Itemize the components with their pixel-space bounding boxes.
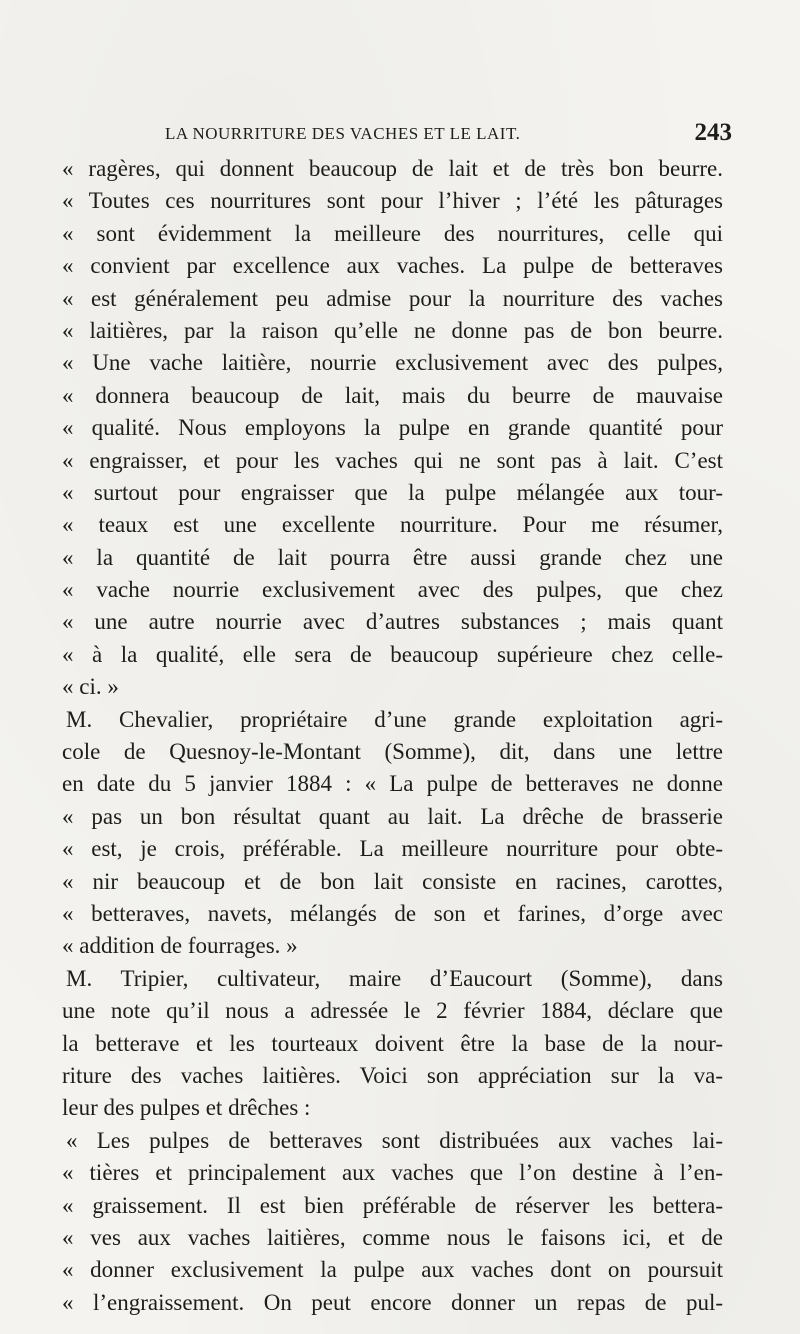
text-line: cole de Quesnoy-le-Montant (Somme), dit, dans une lettre	[62, 739, 723, 765]
text-line: « ragères, qui donnent beaucoup de lait et de très bon beurre.	[62, 156, 723, 181]
text-line: « donnera beaucoup de lait, mais du beurre de mauvaise	[62, 382, 723, 408]
text-line: « est généralement peu admise pour la nourriture des vaches	[62, 285, 723, 311]
running-title: LA NOURRITURE DES VACHES ET LE LAIT.	[165, 124, 521, 143]
page-number: 243	[694, 119, 732, 146]
text-line: « addition de fourrages. »	[62, 933, 298, 959]
text-line: « l’engraissement. On peut encore donner un repas de pul-	[62, 1289, 723, 1315]
text-line: « qualité. Nous employons la pulpe en grande quantité pour	[62, 415, 723, 441]
text-line: « sont évidemment la meilleure des nourritures, celle qui	[62, 220, 723, 246]
text-line: « donner exclusivement la pulpe aux vaches dont on poursuit	[62, 1257, 723, 1283]
text-line: leur des pulpes et drêches :	[62, 1095, 311, 1121]
text-line: « betteraves, navets, mélangés de son et farines, d’orge avec	[62, 900, 723, 926]
text-line: riture des vaches laitières. Voici son appréciation sur la va-	[62, 1062, 723, 1088]
text-line: « une autre nourrie avec d’autres substances ; mais quant	[62, 609, 723, 635]
paragraph-first-line: M. Chevalier, propriétaire d’une grande exploitation agri-	[66, 706, 723, 732]
text-line: « Une vache laitière, nourrie exclusivement avec des pulpes,	[62, 350, 723, 376]
text-line: « surtout pour engraisser que la pulpe mélangée aux tour-	[62, 479, 723, 505]
paragraph-first-line: « Les pulpes de betteraves sont distribuées aux vaches lai-	[66, 1127, 723, 1153]
text-line: « à la qualité, elle sera de beaucoup supérieure chez celle-	[62, 641, 723, 667]
page-header	[50, 119, 740, 156]
text-line: « vache nourrie exclusivement avec des pulpes, que chez	[62, 577, 723, 603]
text-line: « engraisser, et pour les vaches qui ne sont pas à lait. C’est	[62, 447, 723, 473]
text-line: « tières et principalement aux vaches que l’on destine à l’en-	[62, 1160, 723, 1186]
text-line: la betterave et les tourteaux doivent être la base de la nour-	[62, 1030, 723, 1056]
text-line: « nir beaucoup et de bon lait consiste en racines, carottes,	[62, 868, 723, 894]
text-line: « ves aux vaches laitières, comme nous le faisons ici, et de	[62, 1224, 723, 1250]
text-line: une note qu’il nous a adressée le 2 février 1884, déclare que	[62, 998, 723, 1024]
text-line: « Toutes ces nourritures sont pour l’hiver ; l’été les pâturages	[62, 188, 723, 214]
text-line: « graissement. Il est bien préférable de réserver les bettera-	[62, 1192, 723, 1218]
text-line: « convient par excellence aux vaches. La pulpe de betteraves	[62, 253, 723, 279]
body-text	[62, 153, 723, 1319]
text-line: « est, je crois, préférable. La meilleure nourriture pour obte-	[62, 836, 723, 862]
text-line: « la quantité de lait pourra être aussi grande chez une	[62, 544, 723, 570]
paragraph-first-line: M. Tripier, cultivateur, maire d’Eaucourt (Somme), dans	[66, 965, 723, 991]
text-line: « laitières, par la raison qu’elle ne donne pas de bon beurre.	[62, 317, 723, 343]
text-line: « ci. »	[62, 674, 119, 700]
text-line: « pas un bon résultat quant au lait. La drêche de brasserie	[62, 803, 723, 829]
text-line: « teaux est une excellente nourriture. Pour me résumer,	[62, 512, 723, 538]
text-line: en date du 5 janvier 1884 : « La pulpe de betteraves ne donne	[62, 771, 723, 797]
